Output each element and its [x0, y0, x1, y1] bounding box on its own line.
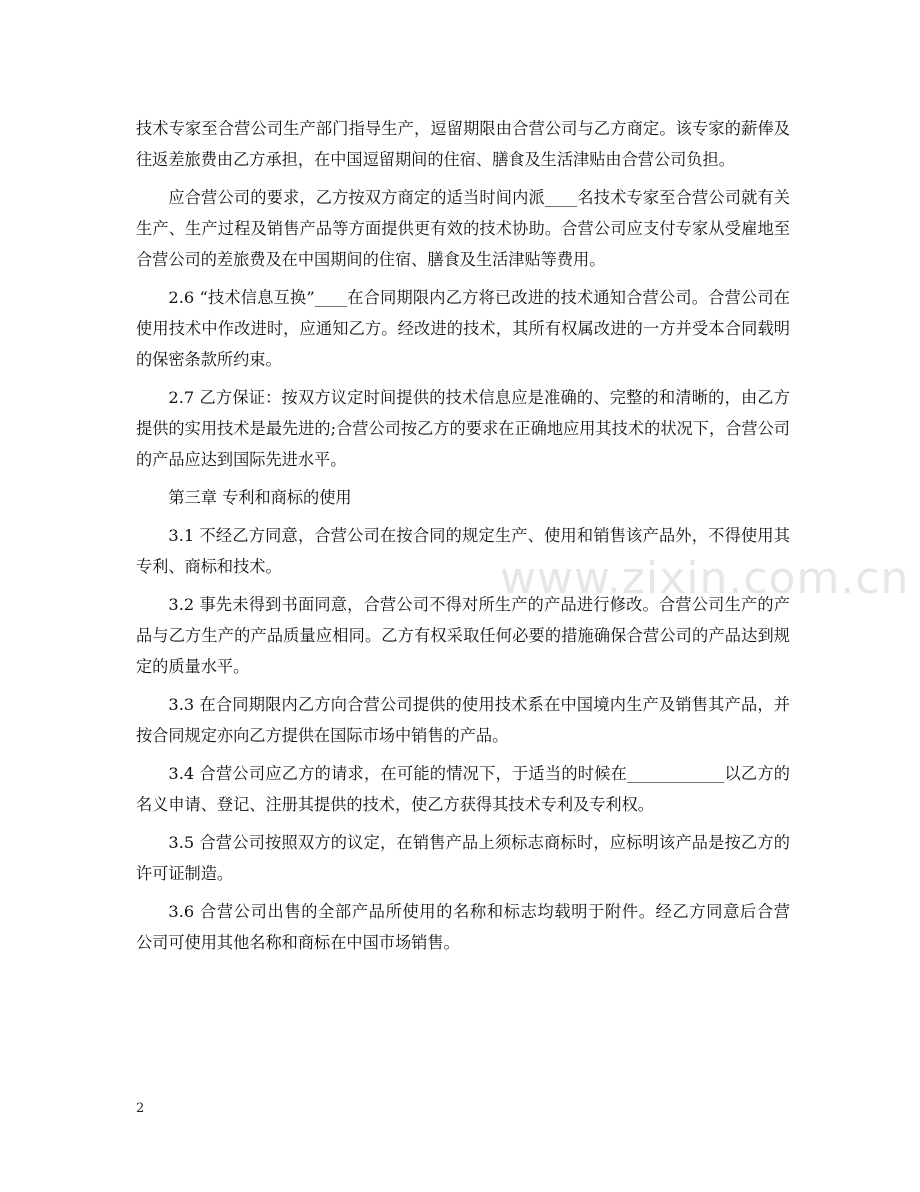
paragraph-3-2: 3.2 事先未得到书面同意，合营公司不得对所生产的产品进行修改。合营公司生产的产品与乙方生产的产品质量应相同。乙方有权采取任何必要的措施确保合营公司的产品达到规定的质量水平。: [136, 595, 790, 676]
paragraph-expert-stay: 技术专家至合营公司生产部门指导生产，逗留期限由合营公司与乙方商定。该专家的薪俸及往返差旅费由乙方承担，在中国逗留期间的住宿、膳食及生活津贴由合营公司负担。: [136, 119, 790, 169]
paragraph-technical-assistance: 应合营公司的要求，乙方按双方商定的适当时间内派____名技术专家至合营公司就有关生产、生产过程及销售产品等方面提供更有效的技术协助。合营公司应支付专家从受雇地至合营公司的差旅费及在中国期间的住宿、膳食及生活津贴等费用。: [136, 188, 790, 269]
paragraph-3-6: 3.6 合营公司出售的全部产品所使用的名称和标志均载明于附件。经乙方同意后合营 公司可使用其他名称和商标在中国市场销售。: [136, 902, 801, 952]
watermark: www.zixin.com.cn: [500, 553, 910, 604]
document-body: [136, 113, 801, 965]
paragraph-2-6: 2.6 “技术信息互换”____在合同期限内乙方将已改进的技术通知合营公司。合营公司在使用技术中作改进时，应通知乙方。经改进的技术，其所有权属改进的一方并受本合同载明的保密条款所约束。: [136, 288, 790, 369]
paragraph-3-5: 3.5 合营公司按照双方的议定，在销售产品上须标志商标时，应标明该产品是按乙方的许可证制造。: [136, 833, 790, 883]
chapter-3-heading: 第三章 专利和商标的使用: [168, 488, 352, 507]
paragraph-2-7: 2.7 乙方保证：按双方议定时间提供的技术信息应是准确的、完整的和清晰的，由乙方提供的实用技术是最先进的;合营公司按乙方的要求在正确地应用其技术的状况下，合营公司的产品应达到国际先进水平。: [136, 388, 790, 469]
paragraph-3-4: 3.4 合营公司应乙方的请求，在可能的情况下，于适当的时候在____________以乙方的名义申请、登记、注册其提供的技术，使乙方获得其技术专利及专利权。: [136, 764, 790, 814]
paragraph-3-1: 3.1 不经乙方同意，合营公司在按合同的规定生产、使用和销售该产品外，不得使用其专利、商标和技术。: [136, 526, 790, 576]
page-number: 2: [136, 1101, 145, 1116]
paragraph-3-3: 3.3 在合同期限内乙方向合营公司提供的使用技术系在中国境内生产及销售其产品，并按合同规定亦向乙方提供在国际市场中销售的产品。: [136, 695, 790, 745]
